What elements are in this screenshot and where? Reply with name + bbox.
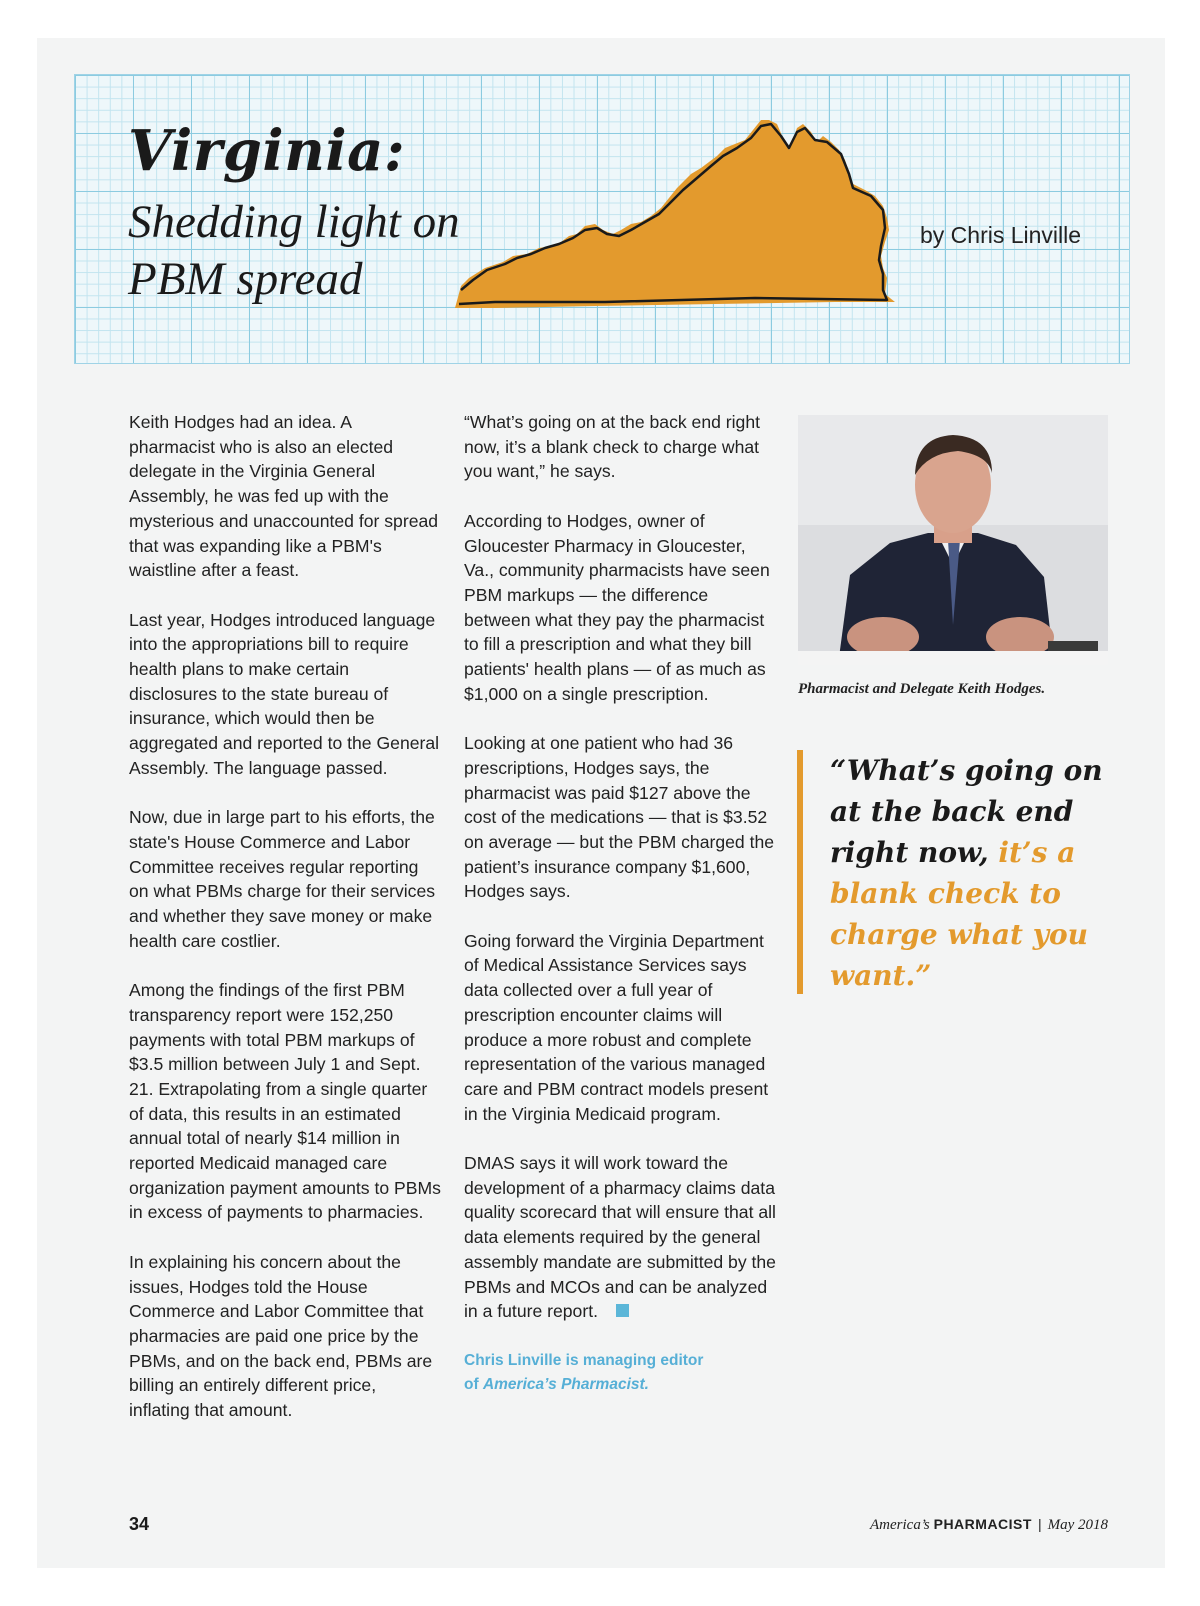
paragraph: Now, due in large part to his efforts, the state's House Commerce and Labor Committee receives regular reporting on what PBMs charge for their services and whether they save money or make health care costlier. xyxy=(129,807,436,951)
paragraph-final xyxy=(464,1151,779,1324)
author-bio-publication: America’s Pharmacist. xyxy=(482,1376,649,1394)
photo-caption: Pharmacist and Delegate Keith Hodges. xyxy=(798,681,1046,697)
body-column-2 xyxy=(464,410,779,1398)
footer-pub-italic: America’s xyxy=(870,1517,930,1533)
article-title: Virginia: xyxy=(128,118,406,184)
paragraph: Looking at one patient who had 36 prescriptions, Hodges says, the pharmacist was paid $127 above the cost of the medications — that is $3.52 on average — but the PBM charged the patient’s insurance company $1,600, Hodges says. xyxy=(464,733,775,902)
footer-publication xyxy=(870,1516,1108,1534)
page-number: 34 xyxy=(129,1514,150,1534)
article-subtitle: Shedding light on PBM spread xyxy=(128,196,460,305)
author-bio-line2 xyxy=(464,1373,779,1398)
paragraph: “What’s going on at the back end right now, it’s a blank check to charge what you want,” he says. xyxy=(464,412,761,482)
byline: by Chris Linville xyxy=(920,222,1082,248)
author-bio-of: of xyxy=(464,1376,479,1394)
footer-pub-bold: PHARMACIST xyxy=(933,1516,1032,1532)
paragraph: According to Hodges, owner of Gloucester Pharmacy in Gloucester, Va., community pharmacists have seen PBM markups — the difference between what they pay the pharmacist to fill a prescription and what they bill patients' health plans — of as much as $1,000 on a single prescription. xyxy=(464,510,770,704)
pull-quote-plain: “What’s going on at the back end right now, xyxy=(830,754,1103,869)
author-bio-line1: Chris Linville is managing editor xyxy=(464,1351,704,1369)
pull-quote-highlight: it’s a blank check to charge what you want.” xyxy=(830,836,1089,992)
pull-quote-bar xyxy=(797,750,803,994)
footer-separator: | xyxy=(1037,1516,1042,1532)
paragraph: Going forward the Virginia Department of Medical Assistance Services says data collected over a full year of prescription encounter claims will produce a more robust and complete representation of the various managed care and PBM contract models present in the Virginia Medicaid program. xyxy=(464,930,769,1124)
body-column-1 xyxy=(129,410,441,1447)
paragraph: Last year, Hodges introduced language into the appropriations bill to require health plans to make certain disclosures to the state bureau of insurance, which would then be aggregated and reported to the General Assembly. The language passed. xyxy=(129,609,440,778)
author-bio xyxy=(464,1349,779,1398)
footer-issue: May 2018 xyxy=(1047,1517,1108,1533)
photo-keith-hodges xyxy=(798,415,1108,665)
paragraph: Among the findings of the first PBM transparency report were 152,250 payments with total PBM markups of $3.5 million between July 1 and Sept. 21. Extrapolating from a single quarter of data, this results in an estimated annual total of nearly $14 million in reported Medicaid managed care organization payment amounts to PBMs in excess of payments to pharmacies. xyxy=(129,980,441,1223)
pull-quote xyxy=(830,750,1120,996)
paragraph: In explaining his concern about the issues, Hodges told the House Commerce and Labor Committee that pharmacies are paid one price by the PBMs, and on the back end, PBMs are billing an entirely different price, inflating that amount. xyxy=(129,1251,433,1421)
paragraph: Keith Hodges had an idea. A pharmacist who is also an elected delegate in the Virginia General Assembly, he was fed up with the mysterious and unaccounted for spread that was expanding like a PBM's waistline after a feast. xyxy=(129,412,439,581)
end-mark-icon xyxy=(616,1304,629,1317)
photo-illustration xyxy=(798,415,1108,665)
paragraph-final-text: DMAS says it will work toward the development of a pharmacy claims data quality scorecard that will ensure that all data elements required by the general assembly mandate are submitted by the PBMs and MCOs and can be analyzed in a future report. xyxy=(464,1153,776,1322)
